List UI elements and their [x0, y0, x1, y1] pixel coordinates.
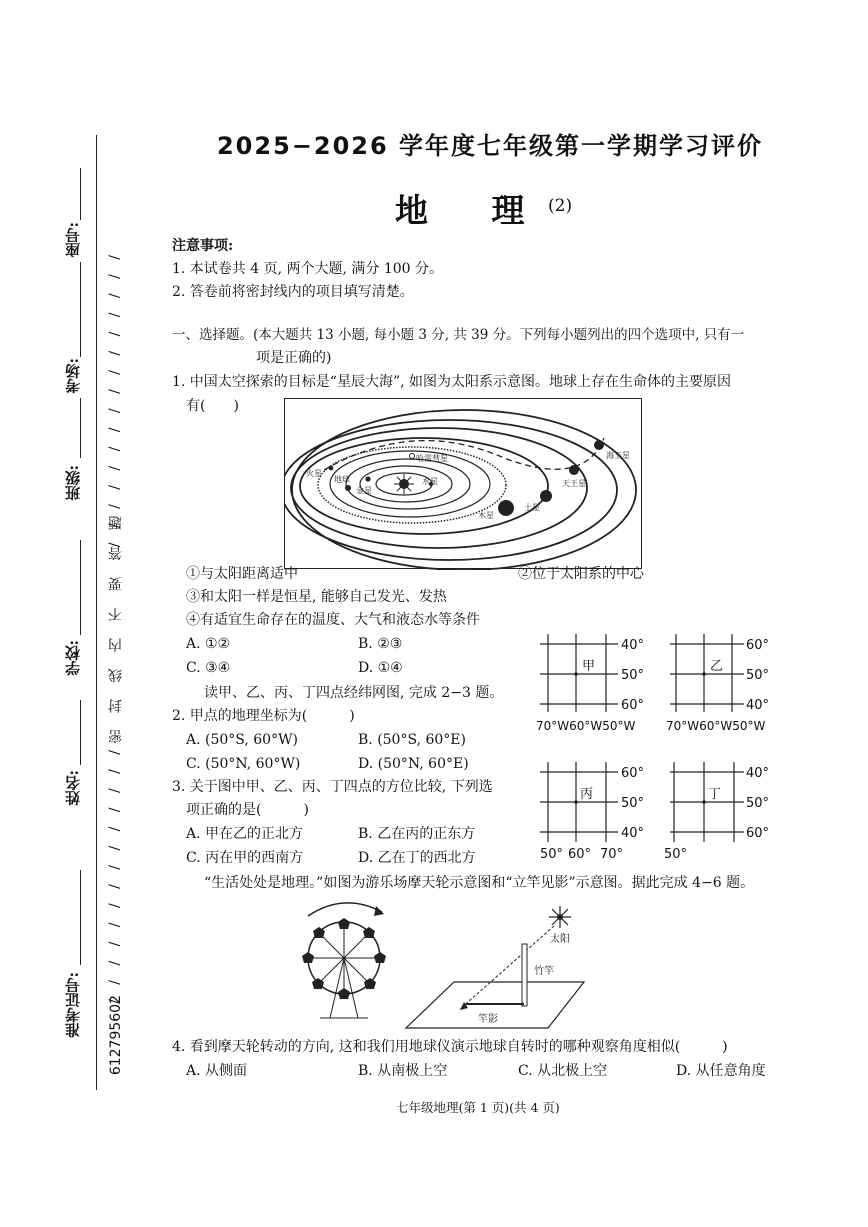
q1-statement: ③和太阳一样是恒星, 能够自己发光、发热 — [186, 589, 447, 605]
school-label: 学校: — [64, 640, 82, 676]
seat-field[interactable] — [80, 168, 81, 220]
ticket-field[interactable] — [80, 870, 81, 965]
q3-option-d[interactable]: D. 乙在丁的西北方 — [358, 850, 476, 866]
q1-statement: ②位于太阳系的中心 — [518, 566, 644, 582]
q4-option-b[interactable]: B. 从南极上空 — [358, 1063, 448, 1079]
label-comet: 哈雷彗星 — [416, 454, 448, 463]
grid-jia-lons: 70°W60°W50°W — [536, 719, 636, 733]
label-mercury: 水星 — [422, 477, 438, 486]
label-uranus: 天王星 — [562, 479, 586, 488]
exam-title: 2025−2026 学年度七年级第一学期学习评价 — [216, 132, 764, 160]
seal-slashes: / / / / / / / / / / / / / / / / — [107, 250, 123, 548]
grid-yi-name: 乙 — [710, 659, 724, 674]
label-sun: 太阳 — [550, 934, 570, 945]
q1-stem: 1. 中国太空探索的目标是“星辰大海”, 如图为太阳系示意图。地球上存在生命体的主要原因 — [172, 374, 732, 390]
ticket-label: 准考证号: — [64, 972, 82, 1038]
grid-jia-lat: 40° — [621, 638, 645, 653]
grid-bing-lon: 70° — [600, 847, 624, 862]
q3-stem-cont: 项正确的是( ) — [186, 802, 309, 818]
room-field[interactable] — [80, 262, 81, 357]
grid-bing-lat: 60° — [621, 766, 645, 781]
label-pole: 竹竿 — [534, 966, 554, 977]
q4-option-a[interactable]: A. 从侧面 — [186, 1063, 248, 1079]
grid-bing-lat: 40° — [621, 826, 645, 841]
solar-system-diagram — [284, 398, 644, 570]
grid-jia-lat: 60° — [621, 698, 645, 713]
grid-ding-name: 丁 — [708, 787, 722, 802]
grid-jia-lat: 50° — [621, 668, 645, 683]
q2-option-c[interactable]: C. (50°N, 60°W) — [186, 756, 301, 772]
label-mars: 火星 — [306, 469, 322, 478]
q4-option-c[interactable]: C. 从北极上空 — [518, 1063, 608, 1079]
q3-stem: 3. 关于图中甲、乙、丙、丁四点的方位比较, 下列选 — [172, 779, 493, 795]
q2-3-intro: 读甲、乙、丙、丁四点经纬网图, 完成 2−3 题。 — [204, 685, 504, 701]
class-field[interactable] — [80, 398, 81, 458]
label-saturn: 土星 — [524, 503, 540, 512]
subject-number: (2) — [548, 196, 573, 216]
q1-option-c[interactable]: C. ③④ — [186, 660, 231, 676]
q2-option-b[interactable]: B. (50°S, 60°E) — [358, 732, 466, 748]
label-earth: 地球 — [334, 475, 350, 484]
grid-jia-name: 甲 — [582, 659, 596, 674]
seal-slashes-lower: / / / / / / / / / / / / / / — [107, 745, 123, 1004]
q1-option-d[interactable]: D. ①④ — [358, 660, 403, 676]
grid-bing-lon: 50° — [540, 847, 564, 862]
subject-title: 地 理 — [395, 191, 551, 230]
q4-6-intro: “生活处处是地理。”如图为游乐场摩天轮示意图和“立竿见影”示意图。据此完成 4−6 题。 — [204, 875, 755, 891]
room-label: 考场: — [64, 358, 82, 394]
q1-option-b[interactable]: B. ②③ — [358, 636, 403, 652]
q2-option-d[interactable]: D. (50°N, 60°E) — [358, 756, 469, 772]
name-label: 姓名: — [64, 770, 82, 806]
grid-bing-lat: 50° — [621, 796, 645, 811]
grid-ding-lon: 50° — [664, 847, 688, 862]
q3-option-b[interactable]: B. 乙在丙的正东方 — [358, 826, 476, 842]
school-field[interactable] — [80, 540, 81, 635]
label-neptune: 海王星 — [606, 451, 630, 460]
latlong-grids — [530, 632, 830, 864]
q3-option-c[interactable]: C. 丙在甲的西南方 — [186, 850, 304, 866]
label-venus: 金星 — [356, 486, 372, 495]
exam-code: 612795602 — [108, 995, 124, 1076]
grid-yi-lat: 60° — [746, 638, 770, 653]
ferris-wheel-diagram — [294, 896, 394, 1026]
grid-ding-lat: 40° — [746, 766, 770, 781]
q2-stem: 2. 甲点的地理坐标为( ) — [172, 708, 355, 724]
grid-yi-lat: 40° — [746, 698, 770, 713]
label-shadow: 竿影 — [478, 1014, 498, 1025]
grid-bing-name: 丙 — [580, 787, 594, 802]
section-heading: 一、选择题。(本大题共 13 小题, 每小题 3 分, 共 39 分。下列每小题列出的四个选项中, 只有一 — [172, 327, 745, 343]
grid-yi-lat: 50° — [746, 668, 770, 683]
q4-option-d[interactable]: D. 从任意角度 — [676, 1063, 766, 1079]
q1-stem-cont: 有( ) — [186, 398, 239, 414]
grid-bing-lon: 60° — [568, 847, 592, 862]
q3-option-a[interactable]: A. 甲在乙的正北方 — [186, 826, 304, 842]
q4-stem: 4. 看到摩天轮转动的方向, 这和我们用地球仪演示地球自转时的哪种观察角度相似( ) — [172, 1039, 728, 1055]
grid-ding-lat: 50° — [746, 796, 770, 811]
pole-shadow-diagram — [404, 904, 594, 1030]
notes-heading: 注意事项: — [172, 238, 234, 254]
name-field[interactable] — [80, 700, 81, 765]
seat-label: 座号: — [64, 222, 82, 258]
grid-ding-lat: 60° — [746, 826, 770, 841]
binding-line — [96, 135, 97, 1090]
q1-option-a[interactable]: A. ①② — [186, 636, 231, 652]
section-heading-cont: 项是正确的) — [256, 350, 332, 366]
class-label: 班级: — [64, 465, 82, 501]
grid-yi-lons: 70°W60°W50°W — [666, 719, 766, 733]
note-item: 2. 答卷前将密封线内的项目填写清楚。 — [172, 284, 414, 300]
note-item: 1. 本试卷共 4 页, 两个大题, 满分 100 分。 — [172, 261, 444, 277]
page-footer: 七年级地理(第 1 页)(共 4 页) — [396, 1100, 560, 1115]
q1-statement: ④有适宜生命存在的温度、大气和液态水等条件 — [186, 612, 480, 628]
q2-option-a[interactable]: A. (50°S, 60°W) — [186, 732, 298, 748]
seal-text: 密 封 线 内 不 要 答 题 — [108, 510, 124, 744]
label-jupiter: 木星 — [478, 511, 494, 520]
q1-statement: ①与太阳距离适中 — [186, 566, 298, 582]
